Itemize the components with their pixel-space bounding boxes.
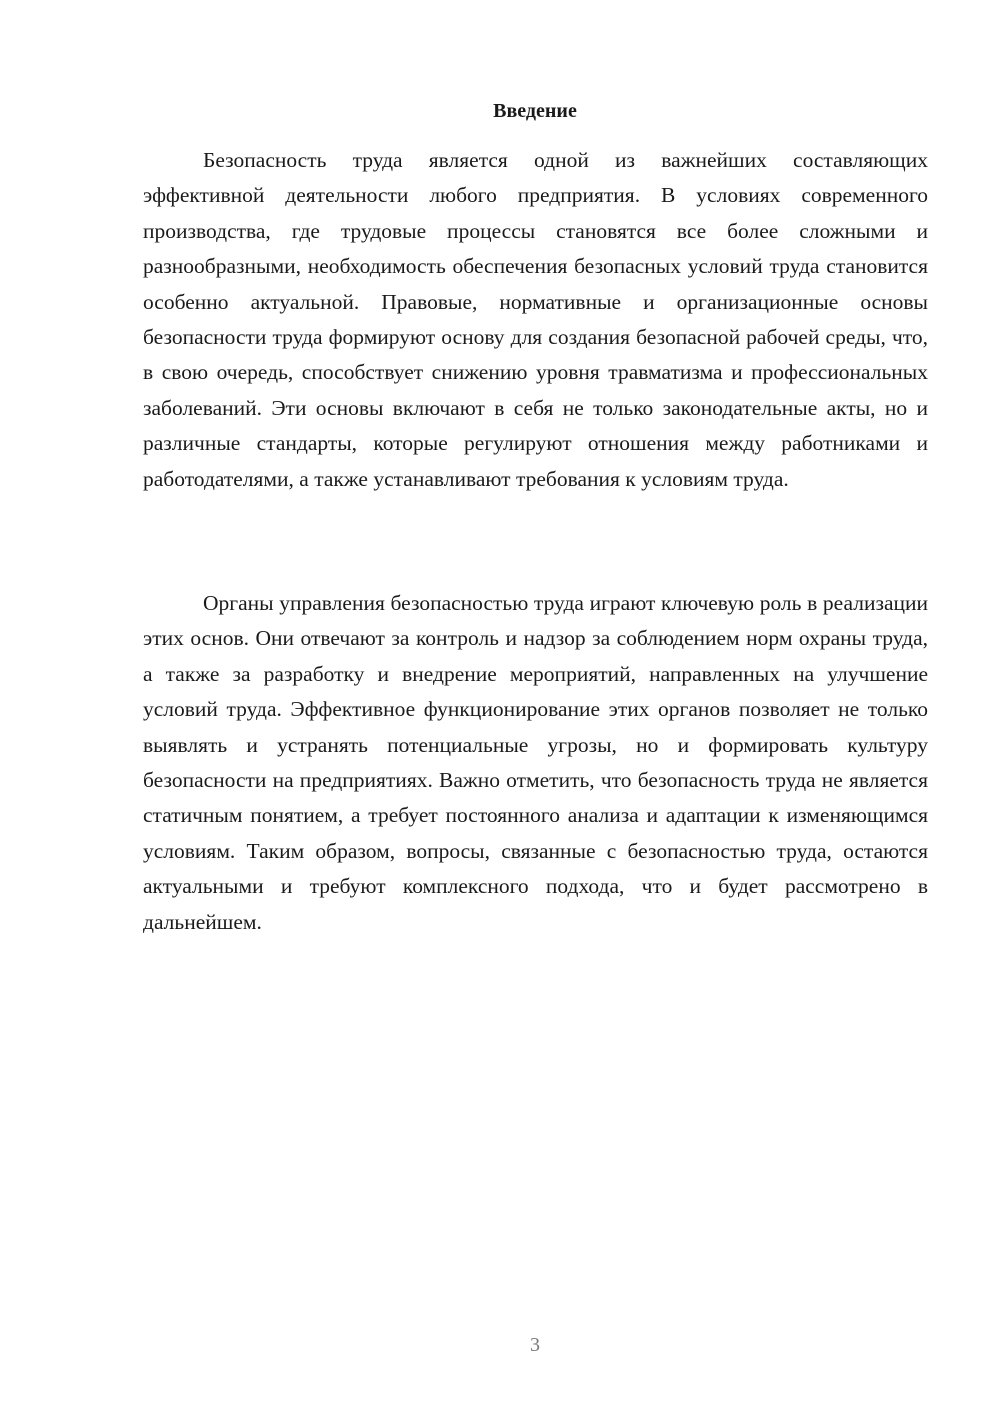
paragraph-2: Органы управления безопасностью труда играют ключевую роль в реализации этих основ. Они отвечают за контроль и надзор за соблюдением норм охраны труда, а также за разработку и внедрение мероприятий, направленных на улучшение условий труда. Эффективное функционирование этих органов позволяет не только выявлять и устранять потенциальные угрозы, но и формировать культуру безопасности на предприятиях. Важно отметить, что безопасность труда не является статичным понятием, а требует постоянного анализа и адаптации к изменяющимся условиям. Таким образом, вопросы, связанные с безопасностью труда, остаются актуальными и требуют комплексного подхода, что и будет рассмотрено в дальнейшем. bbox=[143, 591, 928, 934]
paragraph-1: Безопасность труда является одной из важнейших составляющих эффективной деятельности любого предприятия. В условиях современного производства, где трудовые процессы становятся все более сложными и разнообразными, необходимость обеспечения безопасных условий труда становится особенно актуальной. Правовые, нормативные и организационные основы безопасности труда формируют основу для создания безопасной рабочей среды, что, в свою очередь, способствует снижению уровня травматизма и профессиональных заболеваний. Эти основы включают в себя не только законодательные акты, но и различные стандарты, которые регулируют отношения между работниками и работодателями, а также устанавливают требования к условиям труда. bbox=[143, 148, 928, 491]
section-heading: Введение bbox=[493, 100, 577, 122]
page-number: 3 bbox=[530, 1334, 540, 1356]
